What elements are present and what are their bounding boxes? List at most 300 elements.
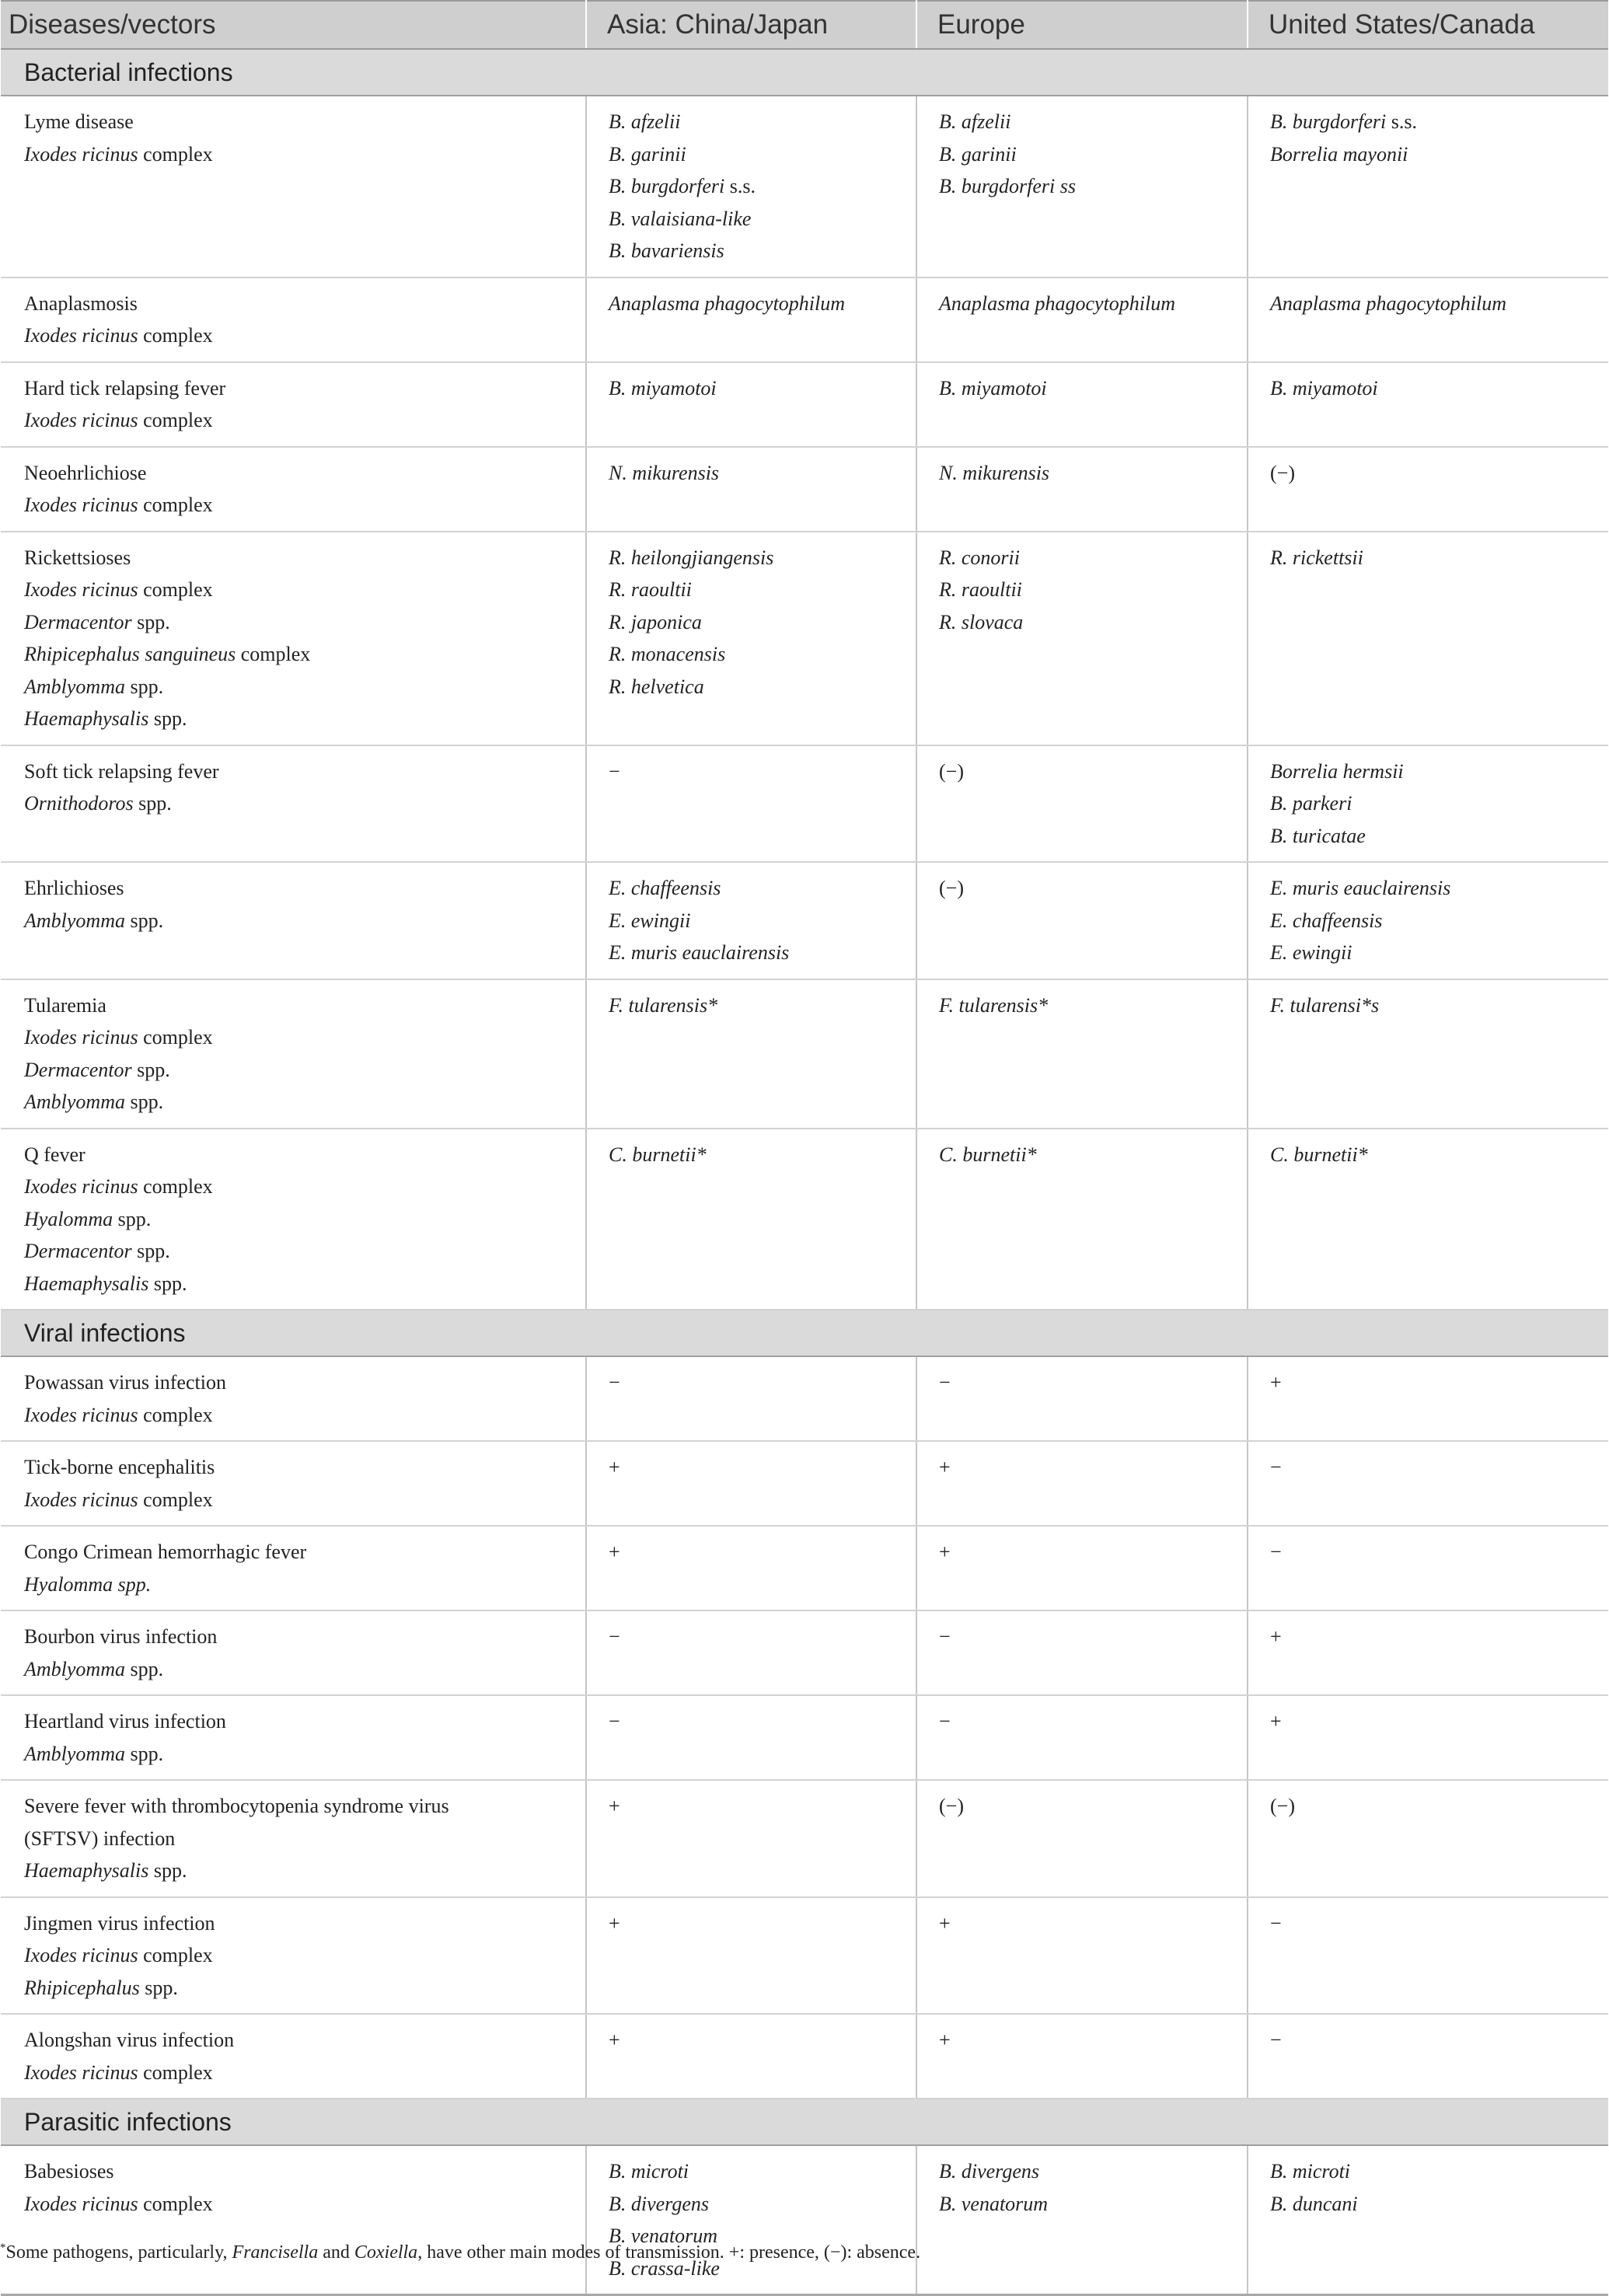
europe-cell <box>916 1780 1248 1897</box>
cell-line <box>24 288 579 320</box>
cell-line <box>939 106 1241 138</box>
cell-text: R. heilongjiangensis <box>609 546 774 569</box>
cell-line <box>1270 1790 1602 1823</box>
table-row <box>1 2014 1608 2099</box>
cell-text: C. burnetii* <box>939 1143 1037 1166</box>
cell-text: Anaplasma phagocytophilum <box>1270 291 1507 315</box>
cell-line <box>939 574 1241 606</box>
cell-line <box>609 989 909 1022</box>
disease-vector-cell <box>1 532 586 745</box>
asia-cell <box>586 447 916 532</box>
cell-text: R. helvetica <box>609 675 704 698</box>
cell-line <box>1270 457 1602 490</box>
cell-line <box>609 1790 909 1823</box>
cell-text: B. afzelii <box>939 110 1011 133</box>
us-canada-cell <box>1248 979 1608 1129</box>
cell-line <box>939 1705 1241 1738</box>
cell-text: − <box>939 1371 951 1394</box>
cell-line <box>1270 1451 1602 1484</box>
cell-text: B. burgdorferi <box>609 175 725 197</box>
asia-cell <box>586 532 916 745</box>
cell-text: Amblyomma <box>24 1090 125 1113</box>
cell-line <box>1270 1705 1602 1738</box>
cell-line <box>24 372 579 405</box>
us-canada-cell <box>1248 1356 1608 1441</box>
cell-text: spp. <box>131 1240 170 1262</box>
cell-text: (−) <box>1270 1795 1295 1817</box>
cell-text: Ixodes ricinus <box>24 324 138 347</box>
cell-text: Borrelia mayonii <box>1270 142 1408 166</box>
cell-text: complex <box>236 643 311 665</box>
cell-text: complex <box>138 1175 213 1198</box>
cell-text: spp. <box>124 675 164 698</box>
cell-text: complex <box>138 142 213 166</box>
footnote-text-part: , have other main modes of transmission. +: presence, (−): absence. <box>417 2242 921 2263</box>
cell-line <box>24 404 579 437</box>
asia-cell <box>586 1441 916 1526</box>
cell-text: complex <box>138 2192 213 2215</box>
footnote-genus: Coxiella <box>354 2242 418 2263</box>
table-header-row <box>1 1 1608 49</box>
us-canada-cell <box>1248 745 1608 863</box>
cell-text: complex <box>138 1944 213 1966</box>
cell-text: C. burnetii* <box>1270 1143 1368 1166</box>
us-canada-cell <box>1248 1441 1608 1526</box>
footnote-marker: * <box>0 2242 6 2254</box>
cell-line <box>939 2155 1241 2188</box>
cell-text: R. conorii <box>939 546 1020 569</box>
disease-vector-cell <box>1 362 586 447</box>
cell-line <box>24 1738 579 1771</box>
cell-line <box>24 1235 579 1268</box>
cell-text: (−) <box>939 759 964 783</box>
cell-text: Dermacentor <box>24 1240 132 1262</box>
cell-text: B. divergens <box>939 2160 1039 2183</box>
cell-text: (−) <box>1270 461 1295 484</box>
cell-line <box>609 1705 909 1738</box>
cell-line <box>609 542 909 574</box>
cell-text: + <box>1270 1371 1282 1394</box>
cell-line <box>24 1823 579 1855</box>
cell-text: Ehrlichioses <box>24 877 124 899</box>
cell-line <box>1270 872 1602 905</box>
cell-line <box>24 989 579 1022</box>
section-header-row <box>1 2099 1608 2145</box>
asia-cell <box>586 1695 916 1780</box>
section-title: Bacterial infections <box>1 49 1608 96</box>
us-canada-cell <box>1248 1610 1608 1695</box>
cell-line <box>609 1139 909 1171</box>
column-header-asia: Asia: China/Japan <box>586 1 916 49</box>
cell-text: E. ewingii <box>1270 941 1352 964</box>
cell-line <box>24 2155 579 2188</box>
disease-vector-cell <box>1 1780 586 1897</box>
cell-line <box>24 1705 579 1738</box>
cell-text: Lyme disease <box>24 110 134 133</box>
asia-cell <box>586 1780 916 1897</box>
asia-cell <box>586 1897 916 2015</box>
disease-vector-cell <box>1 862 586 979</box>
cell-text: Ixodes ricinus <box>24 1488 138 1511</box>
cell-text: E. ewingii <box>609 909 691 932</box>
us-canada-cell <box>1248 1897 1608 2015</box>
cell-text: R. rickettsii <box>1270 546 1363 569</box>
cell-line <box>939 1536 1241 1568</box>
cell-text: B. garinii <box>609 142 686 166</box>
us-canada-cell <box>1248 2014 1608 2099</box>
cell-text: Ixodes ricinus <box>24 1175 138 1198</box>
cell-line <box>939 1451 1241 1484</box>
disease-vector-cell <box>1 1129 586 1310</box>
asia-cell <box>586 2014 916 2099</box>
cell-line <box>24 1021 579 1054</box>
cell-line <box>1270 787 1602 820</box>
disease-vector-cell <box>1 1356 586 1441</box>
cell-line <box>609 2155 909 2188</box>
cell-line <box>24 1484 579 1516</box>
disease-vector-cell <box>1 1695 586 1780</box>
cell-text: B. turicatae <box>1270 824 1366 847</box>
cell-text: s.s. <box>1386 110 1418 133</box>
column-header-diseases-vectors: Diseases/vectors <box>1 1 586 49</box>
cell-text: Heartland virus infection <box>24 1710 226 1732</box>
cell-text: E. muris eauclairensis <box>609 941 790 964</box>
cell-text: spp. <box>124 909 164 932</box>
cell-line <box>939 1139 1241 1171</box>
europe-cell <box>916 1129 1248 1310</box>
cell-text: E. chaffeensis <box>609 877 721 899</box>
disease-vector-cell <box>1 2014 586 2099</box>
asia-cell <box>586 2145 916 2295</box>
cell-text: + <box>1270 1625 1282 1648</box>
cell-text: Hyalomma <box>24 1207 113 1230</box>
cell-text: E. muris eauclairensis <box>1270 877 1451 899</box>
table-row <box>1 1780 1608 1897</box>
cell-text: (SFTSV) infection <box>24 1827 176 1850</box>
cell-text: Ixodes ricinus <box>24 1403 138 1426</box>
europe-cell <box>916 1610 1248 1695</box>
cell-text: Rhipicephalus <box>24 1976 140 1999</box>
cell-text: − <box>939 1710 951 1732</box>
cell-line <box>24 1972 579 2005</box>
cell-text: B. divergens <box>609 2192 709 2215</box>
cell-text: Haemaphysalis <box>24 1859 149 1882</box>
disease-vector-cell <box>1 2145 586 2295</box>
cell-text: Jingmen virus infection <box>24 1911 215 1935</box>
cell-line <box>24 457 579 490</box>
cell-line <box>24 1268 579 1300</box>
cell-text: Q fever <box>24 1143 86 1166</box>
us-canada-cell <box>1248 532 1608 745</box>
cell-text: − <box>609 759 620 783</box>
us-canada-cell <box>1248 277 1608 362</box>
cell-line <box>24 1451 579 1484</box>
table-row <box>1 96 1608 277</box>
cell-line <box>609 235 909 267</box>
europe-cell <box>916 96 1248 277</box>
column-header-europe: Europe <box>916 1 1248 49</box>
table-row <box>1 1441 1608 1526</box>
europe-cell <box>916 447 1248 532</box>
cell-text: B. afzelii <box>609 110 681 133</box>
cell-text: E. chaffeensis <box>1270 909 1383 932</box>
us-canada-cell <box>1248 1526 1608 1610</box>
cell-text: + <box>939 1541 951 1563</box>
cell-line <box>1270 138 1602 171</box>
cell-text: B. bavariensis <box>609 239 724 262</box>
cell-line <box>24 671 579 703</box>
cell-text: Dermacentor <box>24 610 132 633</box>
table-footnote <box>0 2242 920 2263</box>
asia-cell <box>586 1610 916 1695</box>
cell-text: complex <box>138 578 213 601</box>
asia-cell <box>586 1356 916 1441</box>
europe-cell <box>916 532 1248 745</box>
cell-text: − <box>609 1371 620 1394</box>
cell-line <box>24 319 579 352</box>
cell-text: B. parkeri <box>1270 792 1352 815</box>
table-row <box>1 362 1608 447</box>
cell-text: B. microti <box>1270 2160 1351 2183</box>
table-row <box>1 2145 1608 2295</box>
europe-cell <box>916 745 1248 863</box>
cell-line <box>609 671 909 703</box>
cell-line <box>24 755 579 788</box>
disease-vector-cell <box>1 979 586 1129</box>
us-canada-cell <box>1248 1780 1608 1897</box>
cell-text: complex <box>138 494 213 516</box>
cell-line <box>609 1366 909 1399</box>
cell-line <box>609 755 909 788</box>
europe-cell <box>916 1695 1248 1780</box>
cell-line <box>1270 372 1602 405</box>
cell-line <box>1270 1907 1602 1940</box>
cell-text: Ixodes ricinus <box>24 2192 138 2215</box>
cell-text: spp. <box>124 1657 164 1680</box>
cell-text: Amblyomma <box>24 909 125 932</box>
table-row <box>1 862 1608 979</box>
cell-text: R. monacensis <box>609 643 726 665</box>
cell-text: Hyalomma spp. <box>24 1572 152 1596</box>
us-canada-cell <box>1248 1129 1608 1310</box>
europe-cell <box>916 979 1248 1129</box>
table-row <box>1 1897 1608 2015</box>
cell-line <box>24 1203 579 1236</box>
cell-text: spp. <box>148 1272 187 1295</box>
cell-line <box>24 1086 579 1118</box>
cell-line <box>609 638 909 671</box>
table-body <box>1 49 1608 2295</box>
cell-text: Rhipicephalus sanguineus <box>24 643 236 665</box>
cell-text: spp. <box>124 1090 164 1113</box>
cell-line <box>609 2188 909 2221</box>
cell-line <box>24 542 579 574</box>
cell-line <box>939 372 1241 405</box>
cell-line <box>939 989 1241 1022</box>
disease-vector-cell <box>1 1526 586 1610</box>
cell-text: Borrelia hermsii <box>1270 759 1404 783</box>
cell-text: N. mikurensis <box>609 461 720 484</box>
cell-text: B. burgdorferi ss <box>939 175 1076 197</box>
cell-text: B. venatorum <box>609 2224 718 2247</box>
cell-line <box>24 872 579 905</box>
cell-text: R. raoultii <box>609 578 692 601</box>
cell-text: R. raoultii <box>939 578 1022 601</box>
table-row <box>1 1526 1608 1610</box>
cell-text: B. valaisiana-like <box>609 207 752 230</box>
cell-text: Soft tick relapsing fever <box>24 759 219 783</box>
cell-line <box>1270 2155 1602 2188</box>
cell-text: R. japonica <box>609 610 702 633</box>
cell-text: spp. <box>131 1058 170 1081</box>
cell-line <box>1270 905 1602 937</box>
column-header-us-canada: United States/Canada <box>1248 1 1608 49</box>
cell-text: Anaplasma phagocytophilum <box>939 291 1176 315</box>
cell-line <box>609 457 909 490</box>
cell-text: Ixodes ricinus <box>24 409 138 431</box>
cell-line <box>24 1939 579 1972</box>
section-header-row <box>1 49 1608 96</box>
asia-cell <box>586 1129 916 1310</box>
cell-text: s.s. <box>724 175 756 197</box>
cell-text: + <box>939 2029 951 2051</box>
cell-text: + <box>609 1541 620 1563</box>
cell-text: − <box>609 1625 620 1648</box>
footnote-genus: Francisella <box>232 2242 319 2263</box>
cell-text: − <box>1270 1456 1282 1478</box>
cell-text: Amblyomma <box>24 1742 125 1765</box>
cell-text: B. burgdorferi <box>1270 110 1387 133</box>
pathogen-distribution-table <box>1 0 1608 2296</box>
cell-text: Amblyomma <box>24 675 125 698</box>
cell-text: + <box>1270 1710 1282 1732</box>
europe-cell <box>916 2014 1248 2099</box>
table-row <box>1 1695 1608 1780</box>
cell-line <box>609 872 909 905</box>
cell-text: B. venatorum <box>939 2192 1049 2215</box>
cell-line <box>609 1621 909 1653</box>
asia-cell <box>586 862 916 979</box>
cell-text: + <box>609 1911 620 1935</box>
disease-vector-cell <box>1 1610 586 1695</box>
europe-cell <box>916 2145 1248 2295</box>
cell-line <box>609 1907 909 1940</box>
cell-line <box>939 1907 1241 1940</box>
asia-cell <box>586 277 916 362</box>
cell-text: Rickettsioses <box>24 546 131 569</box>
asia-cell <box>586 745 916 863</box>
cell-line <box>24 1366 579 1399</box>
cell-line <box>609 372 909 405</box>
cell-line <box>24 2057 579 2089</box>
cell-line <box>609 606 909 639</box>
cell-text: Hard tick relapsing fever <box>24 376 226 400</box>
cell-text: N. mikurensis <box>939 461 1050 484</box>
cell-line <box>24 1139 579 1171</box>
cell-line <box>1270 989 1602 1022</box>
cell-text: Severe fever with thrombocytopenia syndrome virus <box>24 1795 449 1817</box>
cell-text: B. garinii <box>939 142 1017 166</box>
cell-line <box>24 1568 579 1601</box>
cell-text: + <box>609 1456 620 1478</box>
cell-line <box>24 787 579 820</box>
cell-line <box>939 542 1241 574</box>
cell-line <box>1270 288 1602 320</box>
cell-line <box>939 288 1241 320</box>
cell-text: Alongshan virus infection <box>24 2029 235 2051</box>
cell-text: complex <box>138 1026 213 1049</box>
europe-cell <box>916 277 1248 362</box>
table-row <box>1 1129 1608 1310</box>
cell-text: complex <box>138 409 213 431</box>
cell-text: Congo Crimean hemorrhagic fever <box>24 1541 307 1563</box>
disease-vector-cell <box>1 745 586 863</box>
cell-line <box>24 1653 579 1686</box>
cell-text: B. miyamotoi <box>1270 376 1378 400</box>
cell-line <box>24 905 579 937</box>
cell-text: spp. <box>124 1742 164 1765</box>
cell-line <box>609 574 909 606</box>
cell-text: Dermacentor <box>24 1058 132 1081</box>
cell-text: Bourbon virus infection <box>24 1625 218 1648</box>
cell-text: Ixodes ricinus <box>24 2060 138 2084</box>
cell-text: + <box>609 2029 620 2051</box>
us-canada-cell <box>1248 96 1608 277</box>
cell-line <box>609 106 909 138</box>
cell-text: complex <box>138 1488 213 1511</box>
cell-line <box>939 606 1241 639</box>
cell-text: − <box>1270 1911 1282 1935</box>
cell-text: Ixodes ricinus <box>24 142 138 166</box>
cell-text: Powassan virus infection <box>24 1371 226 1394</box>
cell-text: + <box>939 1456 951 1478</box>
cell-line <box>24 138 579 171</box>
cell-line <box>1270 2024 1602 2057</box>
disease-vector-cell <box>1 447 586 532</box>
cell-text: spp. <box>131 610 170 633</box>
cell-line <box>24 489 579 522</box>
cell-text: spp. <box>139 1976 178 1999</box>
footnote-text-part: and <box>318 2242 354 2263</box>
cell-line <box>24 703 579 735</box>
table-row <box>1 745 1608 863</box>
cell-text: − <box>609 1710 620 1732</box>
cell-line <box>939 2024 1241 2057</box>
cell-text: Ixodes ricinus <box>24 1026 138 1049</box>
cell-text: spp. <box>148 1859 187 1882</box>
cell-text: Tick-borne encephalitis <box>24 1456 215 1478</box>
cell-text: complex <box>138 2060 213 2084</box>
cell-text: Ixodes ricinus <box>24 494 138 516</box>
cell-line <box>24 2024 579 2057</box>
cell-text: + <box>939 1911 951 1935</box>
asia-cell <box>586 96 916 277</box>
cell-line <box>1270 820 1602 853</box>
table-row <box>1 1610 1608 1695</box>
cell-line <box>939 1366 1241 1399</box>
europe-cell <box>916 362 1248 447</box>
cell-text: spp. <box>133 792 172 815</box>
cell-text: R. slovaca <box>939 610 1024 633</box>
cell-line <box>24 106 579 138</box>
cell-line <box>24 1399 579 1432</box>
table-row <box>1 1356 1608 1441</box>
cell-text: B. duncani <box>1270 2192 1358 2215</box>
cell-text: C. burnetii* <box>609 1143 707 1166</box>
cell-text: spp. <box>113 1207 152 1230</box>
disease-vector-cell <box>1 277 586 362</box>
table-row <box>1 979 1608 1129</box>
